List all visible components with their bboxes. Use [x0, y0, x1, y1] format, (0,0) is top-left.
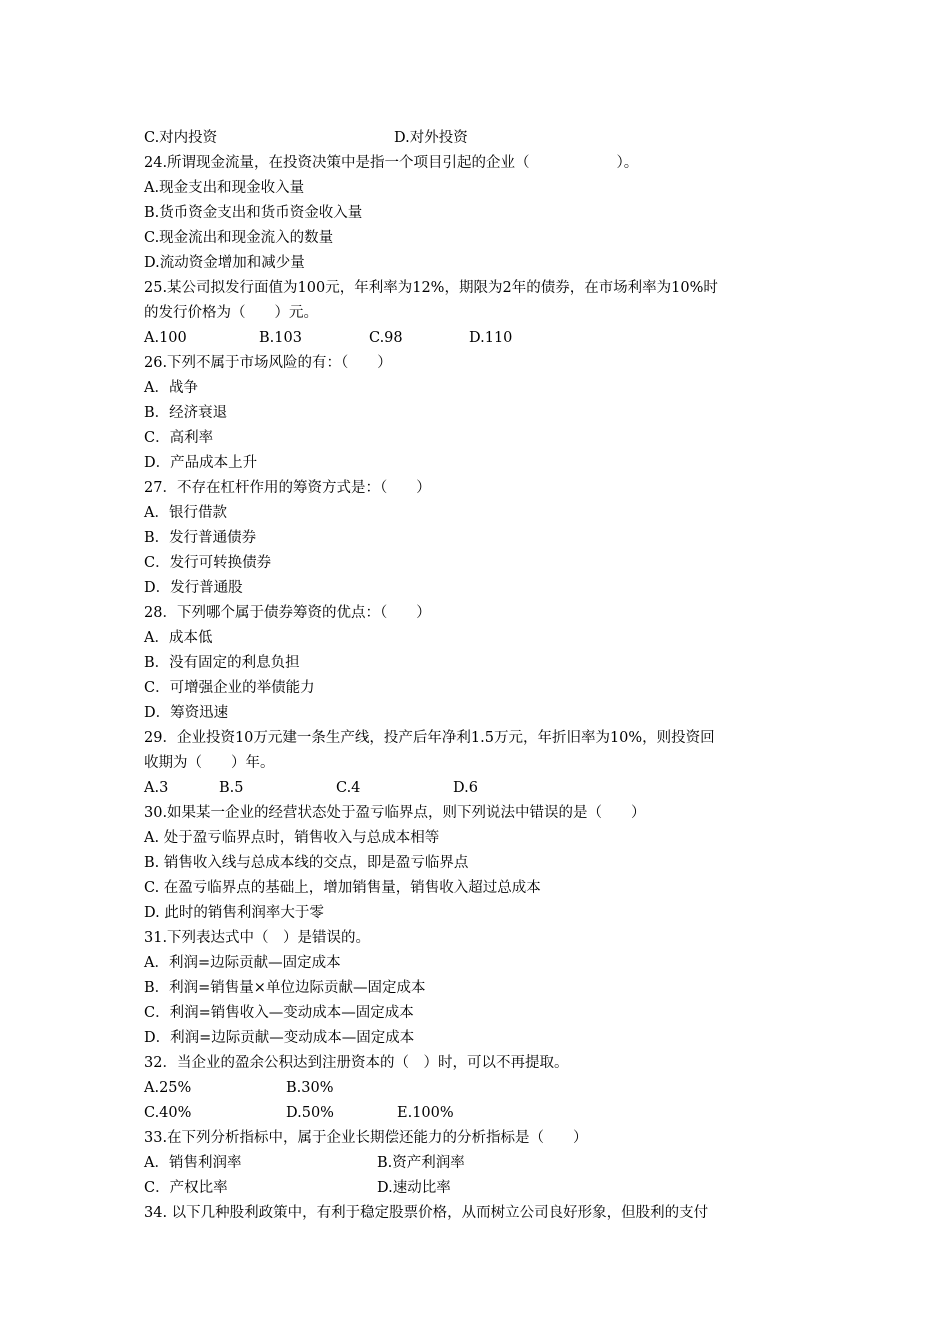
- text-line: [144, 376, 824, 401]
- line-text: 的发行价格为（ ）元。: [144, 305, 318, 321]
- line-text: 28．下列哪个属于债券筹资的优点：（ ）: [144, 605, 431, 621]
- text-line: [144, 301, 824, 326]
- text-line: [144, 451, 824, 476]
- line-text: C．可增强企业的举债能力: [144, 680, 315, 696]
- line-text: 收期为（ ）年。: [144, 755, 275, 771]
- option-cell: A.100: [144, 330, 187, 346]
- line-text: B. 销售收入线与总成本线的交点，即是盈亏临界点: [144, 855, 469, 871]
- option-cell: B.103: [259, 330, 302, 346]
- text-line: [144, 1176, 824, 1201]
- text-line: [144, 1001, 824, 1026]
- option-cell: D.对外投资: [394, 130, 468, 146]
- text-line: [144, 926, 824, 951]
- text-line: [144, 1101, 824, 1126]
- line-text: B．没有固定的利息负担: [144, 655, 300, 671]
- option-cell: C.40%: [144, 1105, 192, 1121]
- line-text: A.现金支出和现金收入量: [144, 180, 305, 196]
- text-line: [144, 351, 824, 376]
- option-cell: B.30%: [286, 1080, 334, 1096]
- text-line: [144, 1051, 824, 1076]
- text-line: [144, 626, 824, 651]
- line-text: 31.下列表达式中（ ）是错误的。: [144, 930, 371, 946]
- text-line: [144, 726, 824, 751]
- option-cell: C．产权比率: [144, 1180, 228, 1196]
- line-text: 27．不存在杠杆作用的筹资方式是：（ ）: [144, 480, 431, 496]
- option-cell: D.6: [453, 780, 478, 796]
- line-text: C. 在盈亏临界点的基础上，增加销售量，销售收入超过总成本: [144, 880, 541, 896]
- option-cell: C.4: [336, 780, 361, 796]
- line-text: D．发行普通股: [144, 580, 243, 596]
- text-line: [144, 176, 824, 201]
- text-line: [144, 676, 824, 701]
- line-text: D．利润=边际贡献—变动成本—固定成本: [144, 1030, 415, 1046]
- line-text: C．发行可转换债券: [144, 555, 272, 571]
- line-text: A．战争: [144, 380, 198, 396]
- line-text: B．利润=销售量×单位边际贡献—固定成本: [144, 980, 426, 996]
- text-line: [144, 426, 824, 451]
- line-text: D．筹资迅速: [144, 705, 229, 721]
- line-text: D.流动资金增加和减少量: [144, 255, 305, 271]
- option-cell: D.50%: [286, 1105, 334, 1121]
- line-text: D. 此时的销售利润率大于零: [144, 905, 324, 921]
- line-text: A．成本低: [144, 630, 213, 646]
- text-line: [144, 151, 824, 176]
- text-line: [144, 976, 824, 1001]
- line-text: 25.某公司拟发行面值为100元，年利率为12%，期限为2年的债券，在市场利率为10%时: [144, 280, 718, 296]
- line-text: B．发行普通债券: [144, 530, 257, 546]
- text-line: [144, 651, 824, 676]
- text-line: [144, 476, 824, 501]
- text-line: [144, 576, 824, 601]
- option-cell: A.25%: [144, 1080, 192, 1096]
- line-text: B.货币资金支出和货币资金收入量: [144, 205, 363, 221]
- text-line: [144, 501, 824, 526]
- text-line: [144, 1151, 824, 1176]
- text-line: [144, 901, 824, 926]
- text-line: [144, 251, 824, 276]
- option-cell: B.资产利润率: [377, 1155, 465, 1171]
- text-line: [144, 526, 824, 551]
- text-line: [144, 1076, 824, 1101]
- text-line: [144, 1201, 824, 1226]
- option-cell: A．销售利润率: [144, 1155, 242, 1171]
- text-line: [144, 951, 824, 976]
- line-text: A. 处于盈亏临界点时，销售收入与总成本相等: [144, 830, 440, 846]
- line-text: C．利润=销售收入—变动成本—固定成本: [144, 1005, 414, 1021]
- option-cell: B.5: [219, 780, 244, 796]
- option-cell: D.110: [469, 330, 513, 346]
- text-line: [144, 601, 824, 626]
- text-line: [144, 776, 824, 801]
- text-line: [144, 226, 824, 251]
- line-text: 24.所谓现金流量，在投资决策中是指一个项目引起的企业（ ）。: [144, 155, 639, 171]
- text-line: [144, 1026, 824, 1051]
- text-line: [144, 401, 824, 426]
- text-line: [144, 851, 824, 876]
- text-line: [144, 701, 824, 726]
- text-line: [144, 876, 824, 901]
- text-line: [144, 276, 824, 301]
- line-text: B．经济衰退: [144, 405, 228, 421]
- line-text: C．高利率: [144, 430, 214, 446]
- option-cell: A.3: [144, 780, 169, 796]
- option-cell: C.对内投资: [144, 130, 218, 146]
- line-text: 32．当企业的盈余公积达到注册资本的（ ）时，可以不再提取。: [144, 1055, 569, 1071]
- text-line: [144, 201, 824, 226]
- line-text: 26.下列不属于市场风险的有：（ ）: [144, 355, 392, 371]
- text-line: [144, 551, 824, 576]
- text-line: [144, 326, 824, 351]
- line-text: D．产品成本上升: [144, 455, 258, 471]
- line-text: 29．企业投资10万元建一条生产线，投产后年净利1.5万元，年折旧率为10%，则投资回: [144, 730, 715, 746]
- text-line: [144, 826, 824, 851]
- line-text: C.现金流出和现金流入的数量: [144, 230, 334, 246]
- line-text: A．银行借款: [144, 505, 227, 521]
- line-text: A．利润=边际贡献—固定成本: [144, 955, 341, 971]
- option-cell: C.98: [369, 330, 403, 346]
- text-line: [144, 126, 824, 151]
- line-text: 34. 以下几种股利政策中，有利于稳定股票价格，从而树立公司良好形象，但股利的支付: [144, 1205, 709, 1221]
- line-text: 30.如果某一企业的经营状态处于盈亏临界点，则下列说法中错误的是（ ）: [144, 805, 646, 821]
- text-line: [144, 801, 824, 826]
- option-cell: D.速动比率: [377, 1180, 451, 1196]
- option-cell: E.100%: [397, 1105, 454, 1121]
- document-content: [144, 126, 824, 1226]
- text-line: [144, 751, 824, 776]
- line-text: 33.在下列分析指标中，属于企业长期偿还能力的分析指标是（ ）: [144, 1130, 588, 1146]
- text-line: [144, 1126, 824, 1151]
